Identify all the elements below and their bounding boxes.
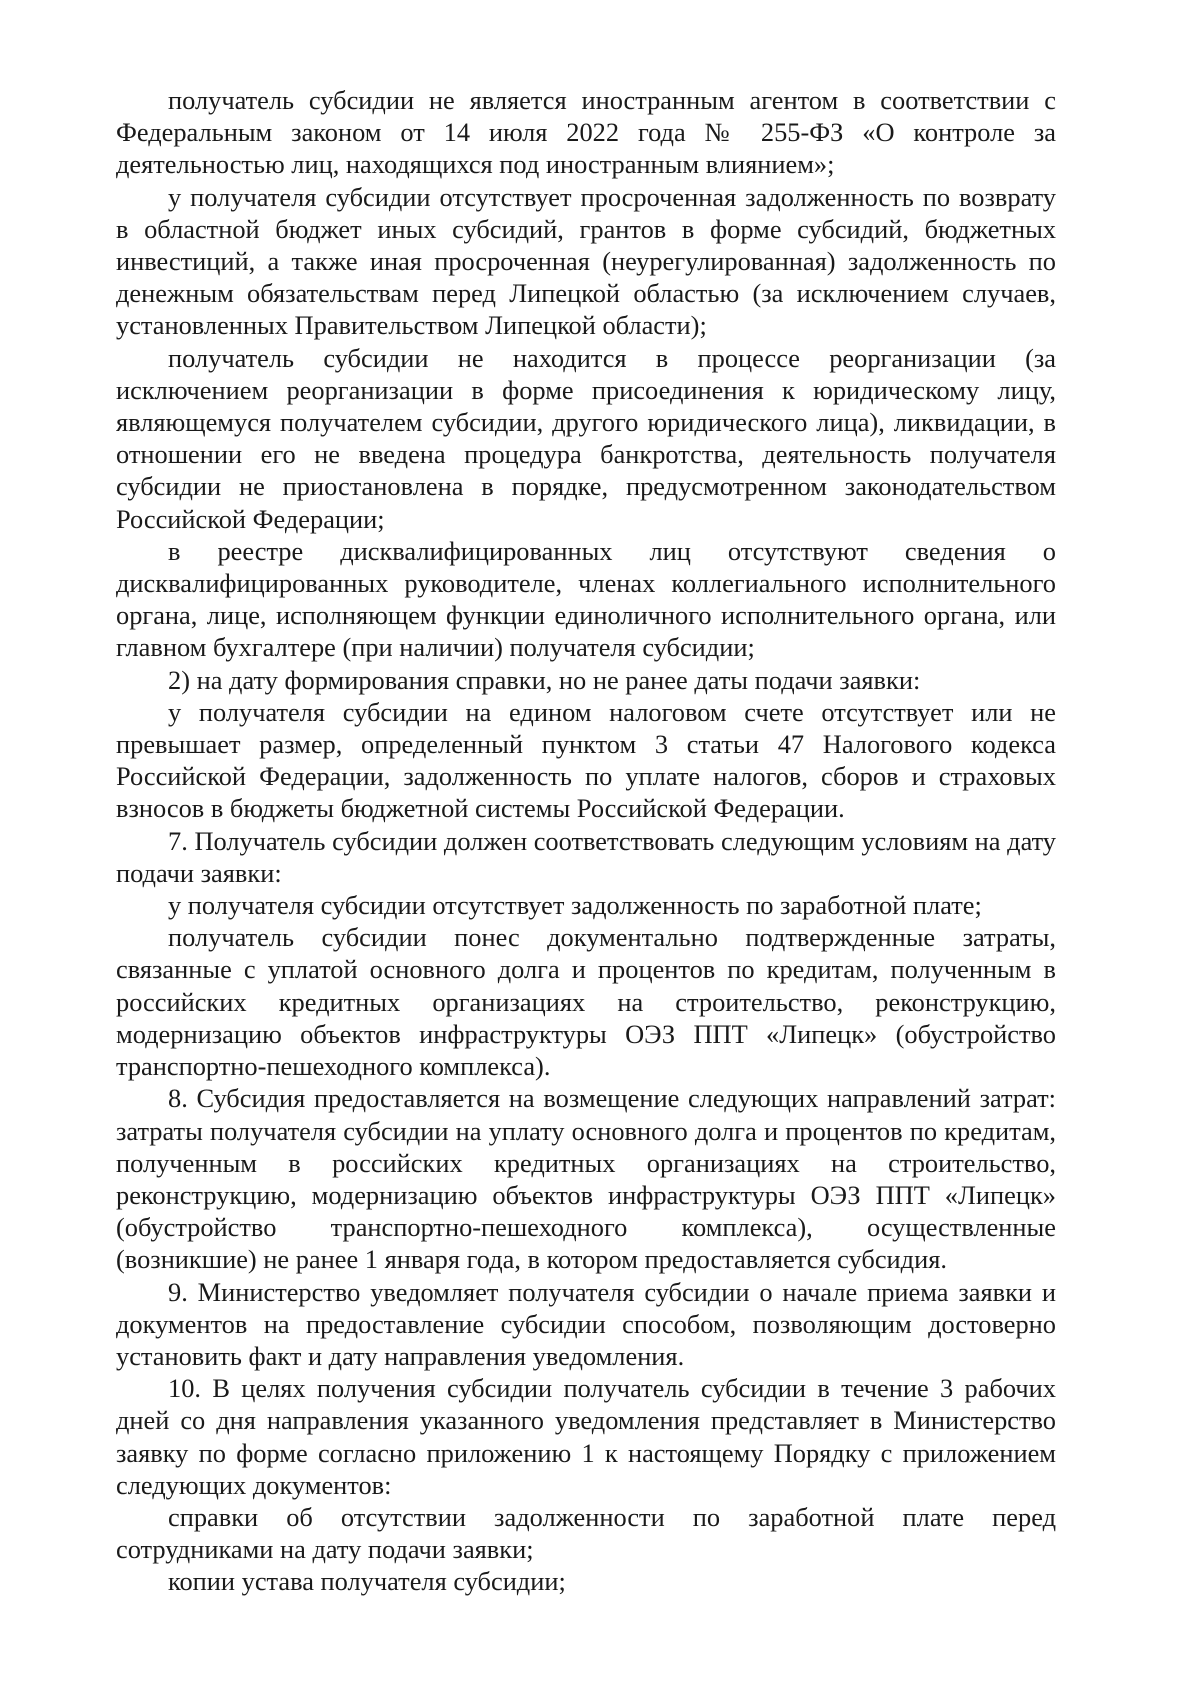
paragraph-item-2-reference-date: 2) на дату формирования справки, но не ранее даты подачи заявки: [168,664,921,695]
paragraph-salary-debt: у получателя субсидии отсутствует задолженность по заработной плате; [168,890,982,921]
paragraph-documented-costs: получатель субсидии понес документально подтвержденные затраты, связанные с уплатой основного долга и процентов по кредитам, полученным в российских кредитных организациях на строительство, реконструкцию, модернизацию объектов инфраструктуры ОЭЗ ППТ «Липецк» (обустройство транспортно-пешеходного комплекса). [116,922,1056,1082]
paragraph-section-8: 8. Субсидия предоставляется на возмещение следующих направлений затрат: затраты получателя субсидии на уплату основного долга и процентов по кредитам, полученным в российских кредитных организациях на строительство, реконструкцию, модернизацию объектов инфраструктуры ОЭЗ ППТ «Липецк» (обустройство транспортно-пешеходного комплекса), осуществленные (возникшие) не ранее 1 января года, в котором предоставляется субсидия. [116,1083,1056,1275]
paragraph-section-7: 7. Получатель субсидии должен соответствовать следующим условиям на дату подачи заявки: [116,825,1056,888]
document-body [116,84,1056,1598]
paragraph-charter-copy: копии устава получателя субсидии; [168,1566,566,1597]
paragraph-disqualified-register: в реестре дисквалифицированных лиц отсутствуют сведения о дисквалифицированных руководителе, членах коллегиального исполнительного органа, лице, исполняющем функции единоличного исполнительного органа, или главном бухгалтере (при наличии) получателя субсидии; [116,535,1056,663]
paragraph-section-9: 9. Министерство уведомляет получателя субсидии о начале приема заявки и документов на предоставление субсидии способом, позволяющим достоверно установить факт и дату направления уведомления. [116,1276,1056,1371]
paragraph-section-10: 10. В целях получения субсидии получатель субсидии в течение 3 рабочих дней со дня направления указанного уведомления представляет в Министерство заявку по форме согласно приложению 1 к настоящему Порядку с приложением следующих документов: [116,1373,1056,1500]
paragraph-reorganization: получатель субсидии не находится в процессе реорганизации (за исключением реорганизации в форме присоединения к юридическому лицу, являющемуся получателем субсидии, другого юридического лица), ликвидации, в отношении его не введена процедура банкротства, деятельность получателя субсидии не приостановлена в порядке, предусмотренном законодательством Российской Федерации; [116,342,1056,534]
paragraph-tax-account: у получателя субсидии на едином налоговом счете отсутствует или не превышает размер, определенный пунктом 3 статьи 47 Налогового кодекса Российской Федерации, задолженность по уплате налогов, сборов и страховых взносов в бюджеты бюджетной системы Российской Федерации. [116,696,1056,824]
paragraph-foreign-agent: получатель субсидии не является иностранным агентом в соответствии с Федеральным законом от 14 июля 2022 года № 255-ФЗ «О контроле за деятельностью лиц, находящихся под иностранным влиянием»; [116,85,1056,180]
paragraph-salary-certificate: справки об отсутствии задолженности по заработной плате перед сотрудниками на дату подачи заявки; [116,1501,1056,1565]
paragraph-overdue-debt: у получателя субсидии отсутствует просроченная задолженность по возврату в областной бюджет иных субсидий, грантов в форме субсидий, бюджетных инвестиций, а также иная просроченная (неурегулированная) задолженность по денежным обязательствам перед Липецкой областью (за исключением случаев, установленных Правительством Липецкой области); [116,181,1056,341]
